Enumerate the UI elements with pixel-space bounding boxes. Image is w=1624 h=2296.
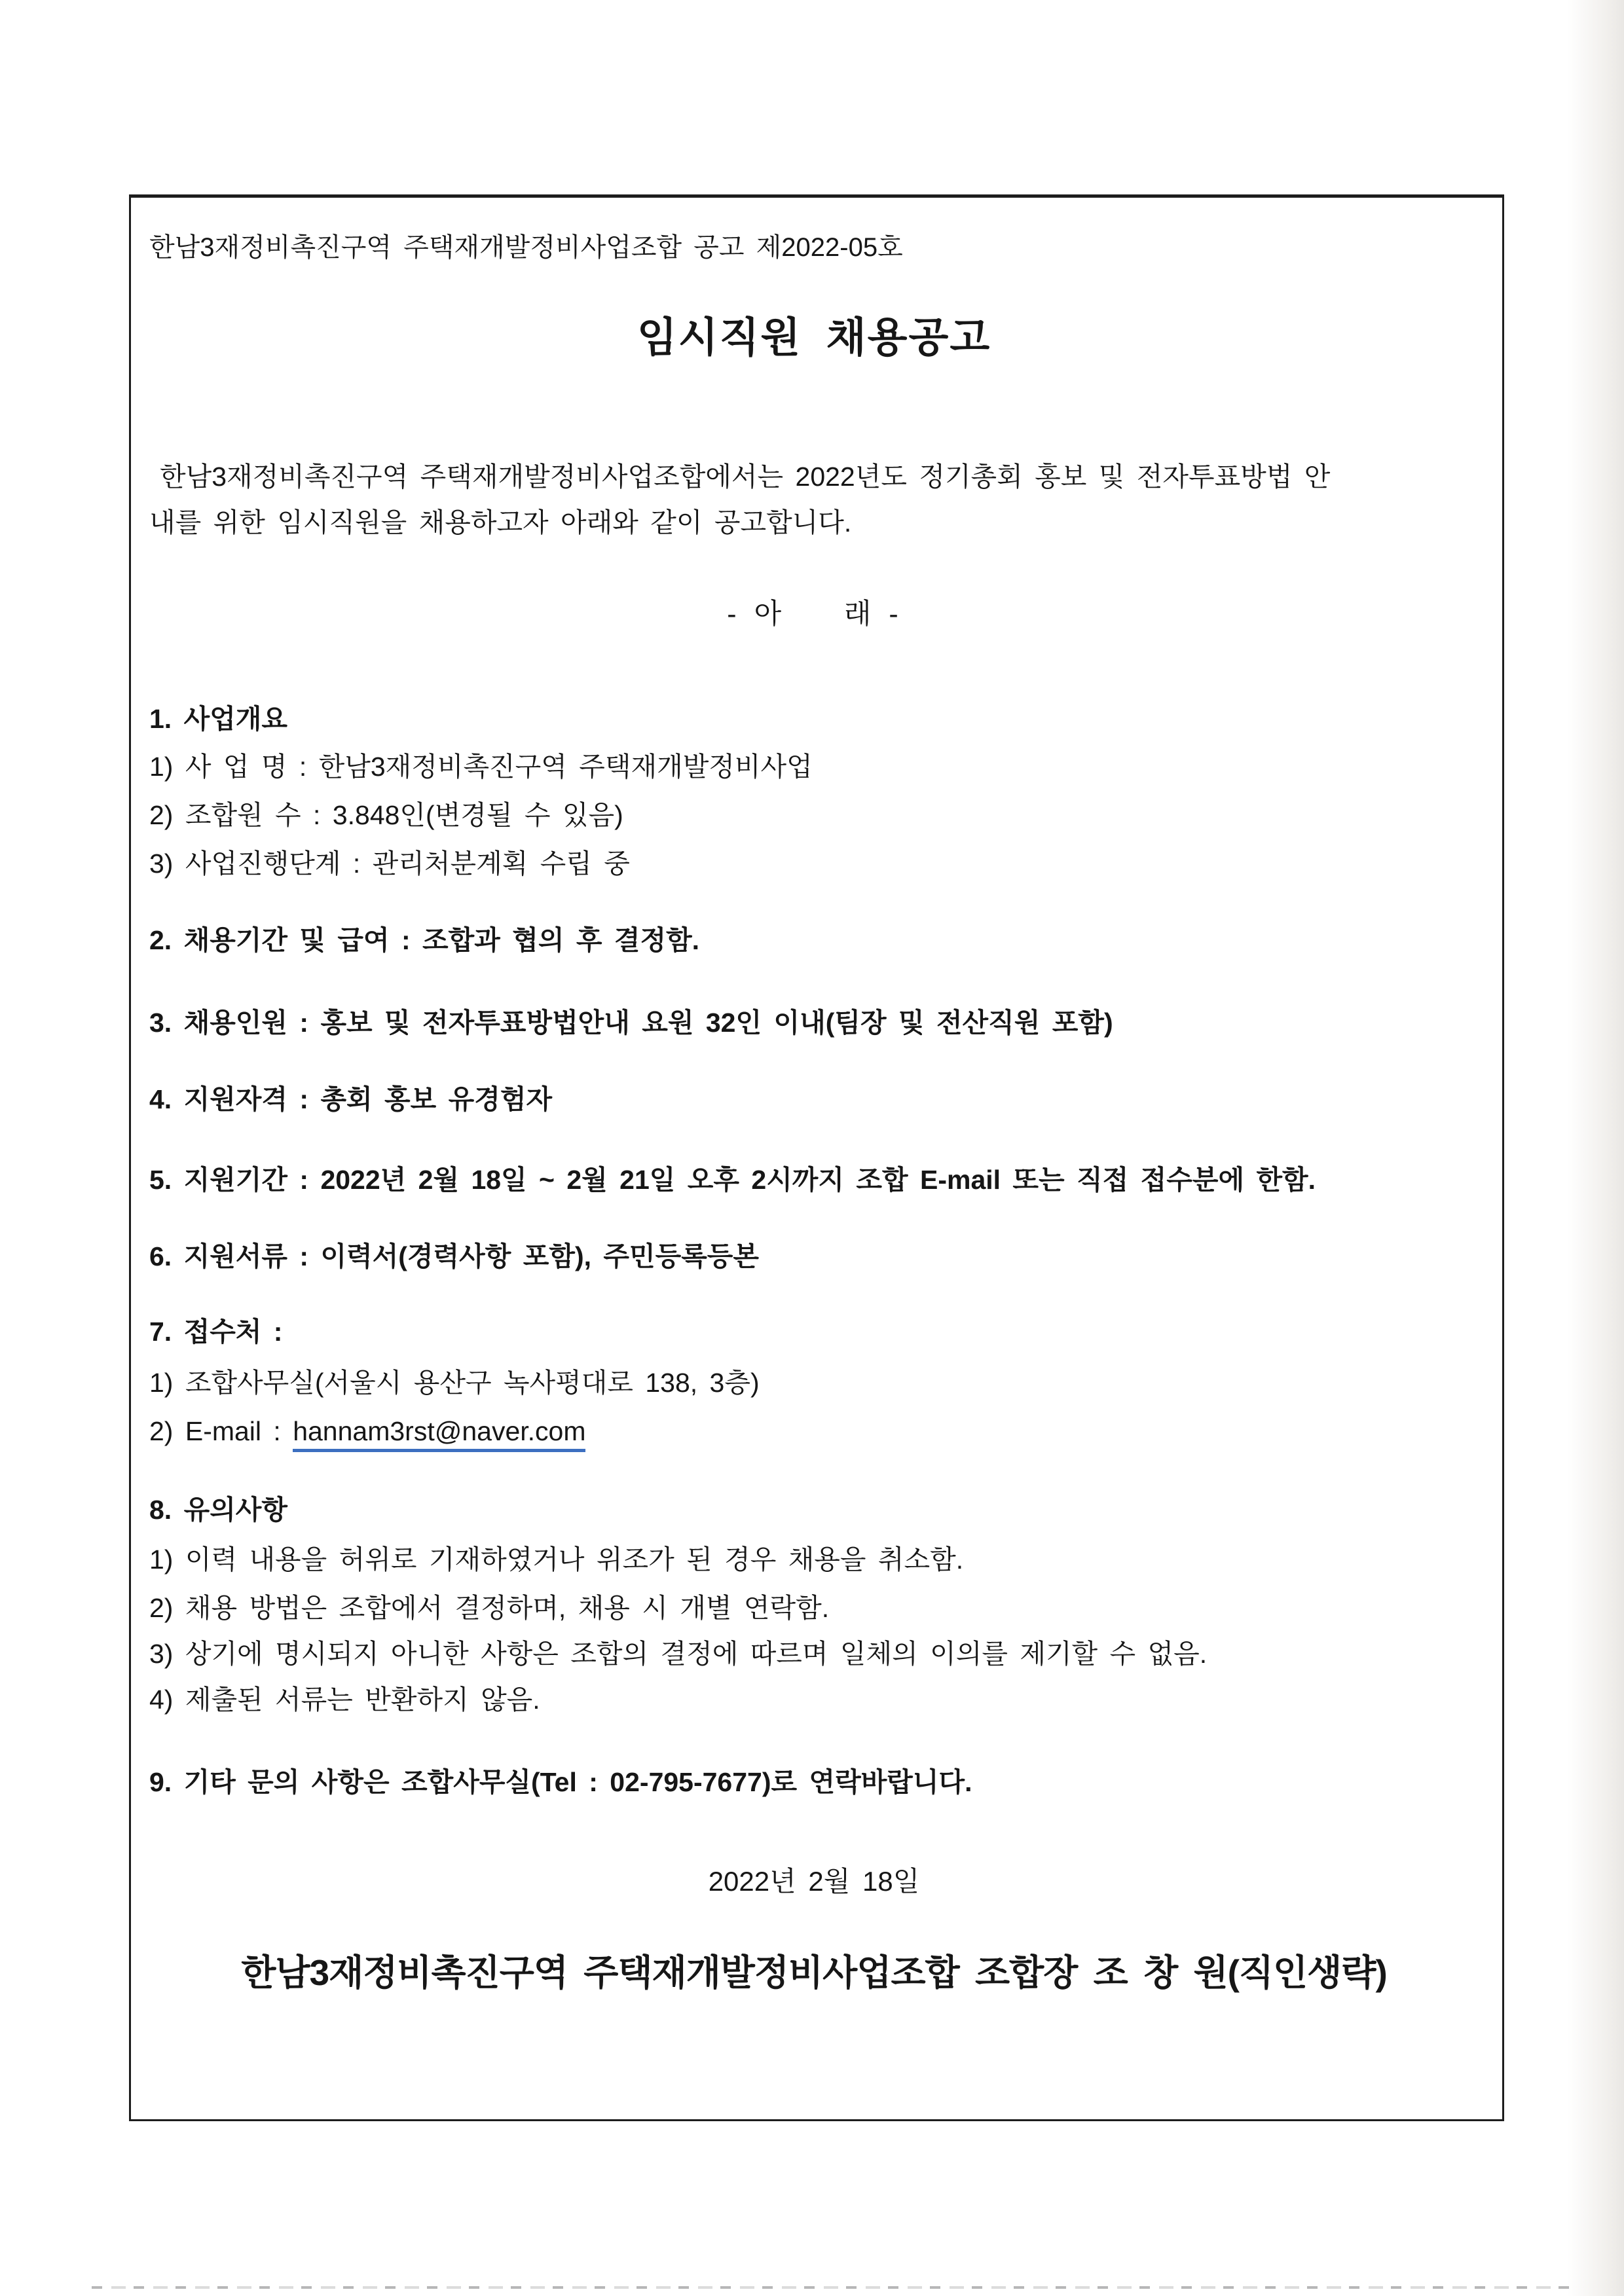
section-8-item-4: 4) 제출된 서류는 반환하지 않음.: [149, 1685, 540, 1715]
section-2-heading: 2. 채용기간 및 급여 : 조합과 협의 후 결정함.: [149, 925, 700, 955]
email-label: 2) E-mail :: [149, 1416, 293, 1446]
doc-number: 한남3재정비촉진구역 주택재개발정비사업조합 공고 제2022-05호: [149, 233, 903, 262]
section-1-item-1: 1) 사 업 명 : 한남3재정비촉진구역 주택재개발정비사업: [149, 752, 813, 782]
section-3-heading: 3. 채용인원 : 홍보 및 전자투표방법안내 요원 32인 이내(팀장 및 전산직원 포함): [149, 1008, 1113, 1038]
section-9-heading: 9. 기타 문의 사항은 조합사무실(Tel : 02-795-7677)로 연락바랍니다.: [149, 1767, 972, 1797]
section-1-item-2: 2) 조합원 수 : 3.848인(변경될 수 있음): [149, 800, 623, 830]
section-8-item-3: 3) 상기에 명시되지 아니한 사항은 조합의 결정에 따르며 일체의 이의를 제기할 수 없음.: [149, 1639, 1208, 1669]
section-8-heading: 8. 유의사항: [149, 1495, 288, 1525]
section-7-item-1: 1) 조합사무실(서울시 용산구 녹사평대로 138, 3층): [149, 1368, 760, 1398]
section-4-heading: 4. 지원자격 : 총회 홍보 유경험자: [149, 1084, 553, 1114]
signature-line: 한남3재정비촉진구역 주택재개발정비사업조합 조합장 조 창 원(직인생략): [241, 1952, 1387, 1993]
intro-paragraph-line1: 한남3재정비촉진구역 주택재개발정비사업조합에서는 2022년도 정기총회 홍보 및 전자투표방법 안: [160, 462, 1331, 492]
scanner-edge-artifact: [92, 2286, 1578, 2289]
section-1-item-3: 3) 사업진행단계 : 관리처분계획 수립 중: [149, 848, 630, 879]
announcement-border: [129, 194, 1504, 2121]
section-8-item-2: 2) 채용 방법은 조합에서 결정하며, 채용 시 개별 연락함.: [149, 1593, 830, 1623]
below-divider-label: - 아 래 -: [727, 598, 901, 630]
section-7-heading: 7. 접수처 :: [149, 1317, 283, 1347]
section-6-heading: 6. 지원서류 : 이력서(경력사항 포함), 주민등록등본: [149, 1241, 760, 1271]
section-1-heading: 1. 사업개요: [149, 704, 288, 734]
date-line: 2022년 2월 18일: [708, 1866, 920, 1897]
section-7-item-2: [149, 1416, 1479, 1447]
section-5-heading: 5. 지원기간 : 2022년 2월 18일 ~ 2월 21일 오후 2시까지 조합 E-mail 또는 직접 접수분에 한함.: [149, 1165, 1316, 1195]
page-title: 임시직원 채용공고: [637, 315, 991, 361]
email-address: hannam3rst@naver.com: [293, 1416, 585, 1452]
section-8-item-1: 1) 이력 내용을 허위로 기재하였거나 위조가 된 경우 채용을 취소함.: [149, 1544, 964, 1575]
intro-paragraph-line2: 내를 위한 임시직원을 채용하고자 아래와 같이 공고합니다.: [149, 507, 852, 538]
